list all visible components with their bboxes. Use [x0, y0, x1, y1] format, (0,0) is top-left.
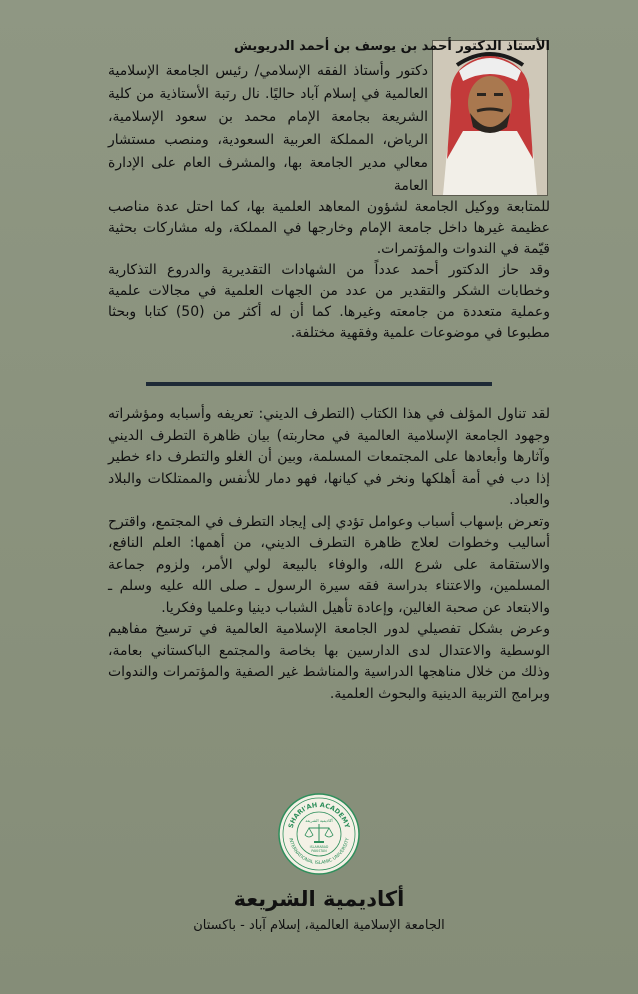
author-name: الأستاذ الدكتور أحمد بن يوسف بن أحمد الدريويش — [234, 39, 550, 54]
section-divider — [146, 382, 492, 386]
author-bio-paragraph: وقد حاز الدكتور أحمد عدداً من الشهادات التقديرية والدروع التذكارية وخطابات الشكر والتقدير من عدد من الجهات العلمية في مجالات علمية وعملية متعددة من جامعته وغيرها. كما أن له أكثر من (50) كتابا وبحثا مطبوعا في موضوعات علمية وفقهية مختلفة. — [108, 262, 550, 341]
book-summary — [108, 404, 550, 705]
academy-seal-logo — [278, 793, 360, 875]
summary-paragraph: لقد تناول المؤلف في هذا الكتاب (التطرف الديني: تعريفه وأسبابه ومؤشراته وجهود الجامعة الإسلامية العالمية في محاربته) بيان ظاهرة التطرف الديني وآثارها وأبعادها على المجتمعات المسلمة، وبين أن الغلو والتطرف داء خطير إذا دب في أمة أهلكها ونخر في كيانها، فهو دمار للأنفس والممتلكات والبلاد والعباد. — [108, 406, 550, 508]
svg-text:أكاديمية الشريعة: أكاديمية الشريعة — [305, 818, 333, 823]
author-photo — [432, 40, 548, 196]
publisher-subtitle: الجامعة الإسلامية العالمية، إسلام آباد - باكستان — [193, 918, 445, 933]
svg-text:INTERNATIONAL ISLAMIC UNIVERSI: INTERNATIONAL ISLAMIC UNIVERSITY — [287, 837, 351, 867]
svg-text:PAKISTAN: PAKISTAN — [311, 849, 327, 853]
author-bio-paragraph: للمتابعة ووكيل الجامعة لشؤون المعاهد العلمية بها، كما احتل عدة مناصب عظيمة غيرها داخل جامعة الإمام وخارجها في المملكة، وله مشاركات بحثية قيّمة في الندوات والمؤتمرات. — [108, 199, 550, 257]
svg-text:ISLAMABAD: ISLAMABAD — [309, 845, 329, 849]
publisher-name: أكاديمية الشريعة — [233, 887, 405, 911]
summary-paragraph: وعرض بشكل تفصيلي لدور الجامعة الإسلامية العالمية في ترسيخ مفاهيم الوسطية والاعتدال لدى الدارسين بها بخاصة والمجتمع الباكستاني بعامة، وذلك من خلال مناهجها الدراسية والمناشط غير الصفية والمؤتمرات والندوات وبرامج التربية الدينية والبحوث العلمية. — [108, 621, 550, 702]
seal-emblem-icon — [278, 793, 360, 875]
author-portrait-image — [433, 41, 547, 195]
summary-paragraph: وتعرض بإسهاب أسباب وعوامل تؤدي إلى إيجاد التطرف في المجتمع، واقترح أساليب وخطوات لعلاج ظاهرة التطرف الديني، من أهمها: العلم النافع، والاستقامة على شرع الله، والوفاء بالبيعة لولي الأمر، ولزوم جماعة المسلمين، والاعتناء بدراسة فقه سيرة الرسول ـ صلى الله عليه وسلم ـ والابتعاد عن صحبة الغالين، وإعادة تأهيل الشباب دينيا وعلميا وفكريا. — [108, 513, 550, 616]
svg-text:SHARI'AH ACADEMY: SHARI'AH ACADEMY — [286, 800, 352, 830]
author-bio — [108, 197, 550, 344]
author-bio-intro: دكتور وأستاذ الفقه الإسلامي/ رئيس الجامعة الإسلامية العالمية في إسلام آباد حاليًا. نال رتبة الأستاذية من كلية الشريعة بجامعة الإمام محمد بن سعود الإسلامية، الرياض، المملكة العربية السعودية، ومنصب مستشار معالي مدير الجامعة بها، والمشرف العام على الإدارة العامة — [108, 63, 428, 194]
